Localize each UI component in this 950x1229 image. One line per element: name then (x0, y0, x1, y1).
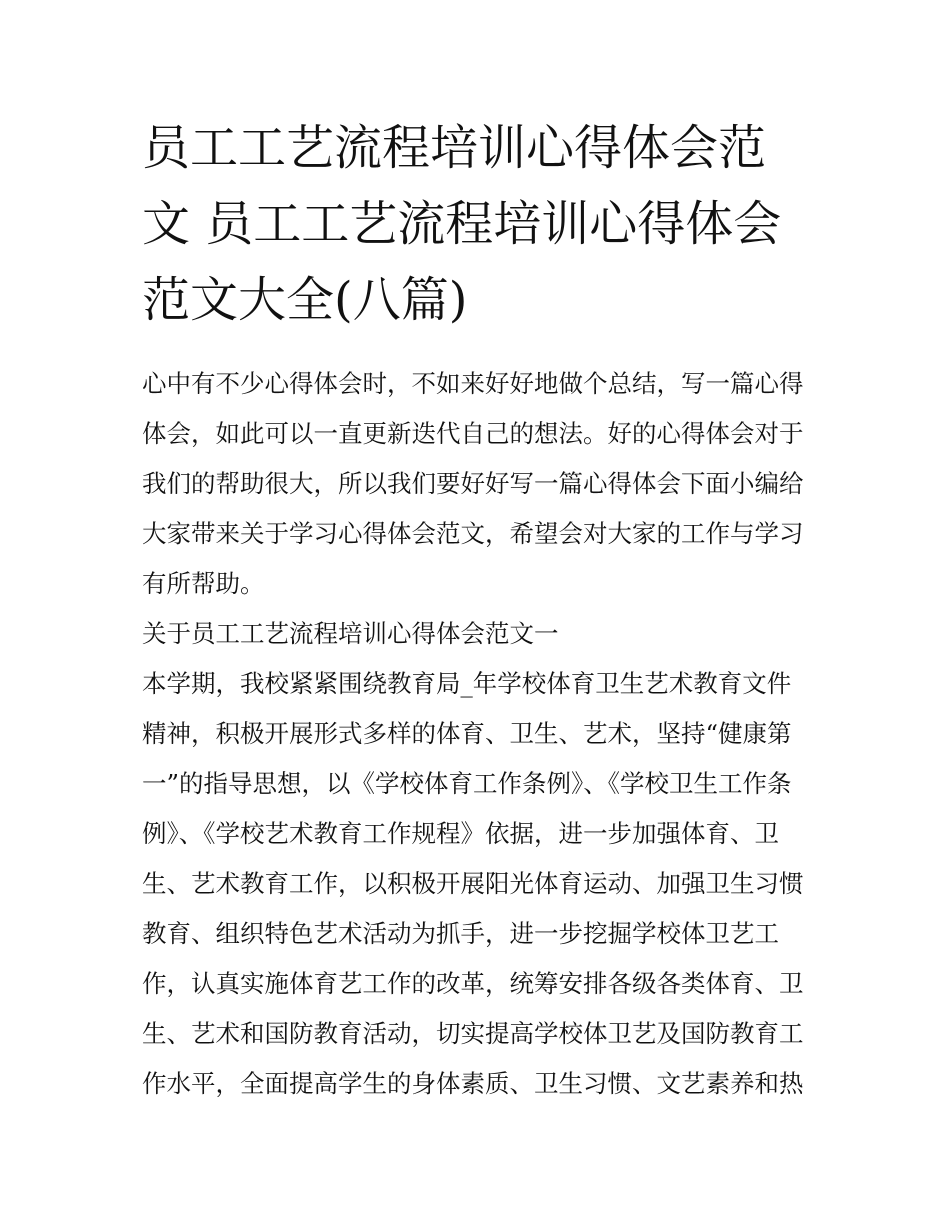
intro-paragraph: 心中有不少心得体会时，不如来好好地做个总结，写一篇心得体会，如此可以一直更新迭代自己的想法。好的心得体会对于我们的帮助很大，所以我们要好好写一篇心得体会下面小编给大家带来关于学习心得体会范文，希望会对大家的工作与学习有所帮助。 (142, 369, 804, 598)
document-title: 员工工艺流程培训心得体会范文 员工工艺流程培训心得体会范文大全(八篇) (142, 120, 782, 328)
document-content (142, 110, 812, 1109)
section-heading: 关于员工工艺流程培训心得体会范文一 (142, 619, 559, 648)
section-body-paragraph: 本学期，我校紧紧围绕教育局_年学校体育卫生艺术教育文件精神，积极开展形式多样的体育、卫生、艺术，坚持“健康第一”的指导思想，以《学校体育工作条例》、《学校卫生工作条例》、《学校艺术教育工作规程》依据，进一步加强体育、卫生、艺术教育工作，以积极开展阳光体育运动、加强卫生习惯教育、组织特色艺术活动为抓手，进一步挖掘学校体卫艺工作，认真实施体育艺工作的改革，统筹安排各级各类体育、卫生、艺术和国防教育活动，切实提高学校体卫艺及国防教育工作水平，全面提高学生的身体素质、卫生习惯、文艺素养和热 (142, 669, 804, 1098)
